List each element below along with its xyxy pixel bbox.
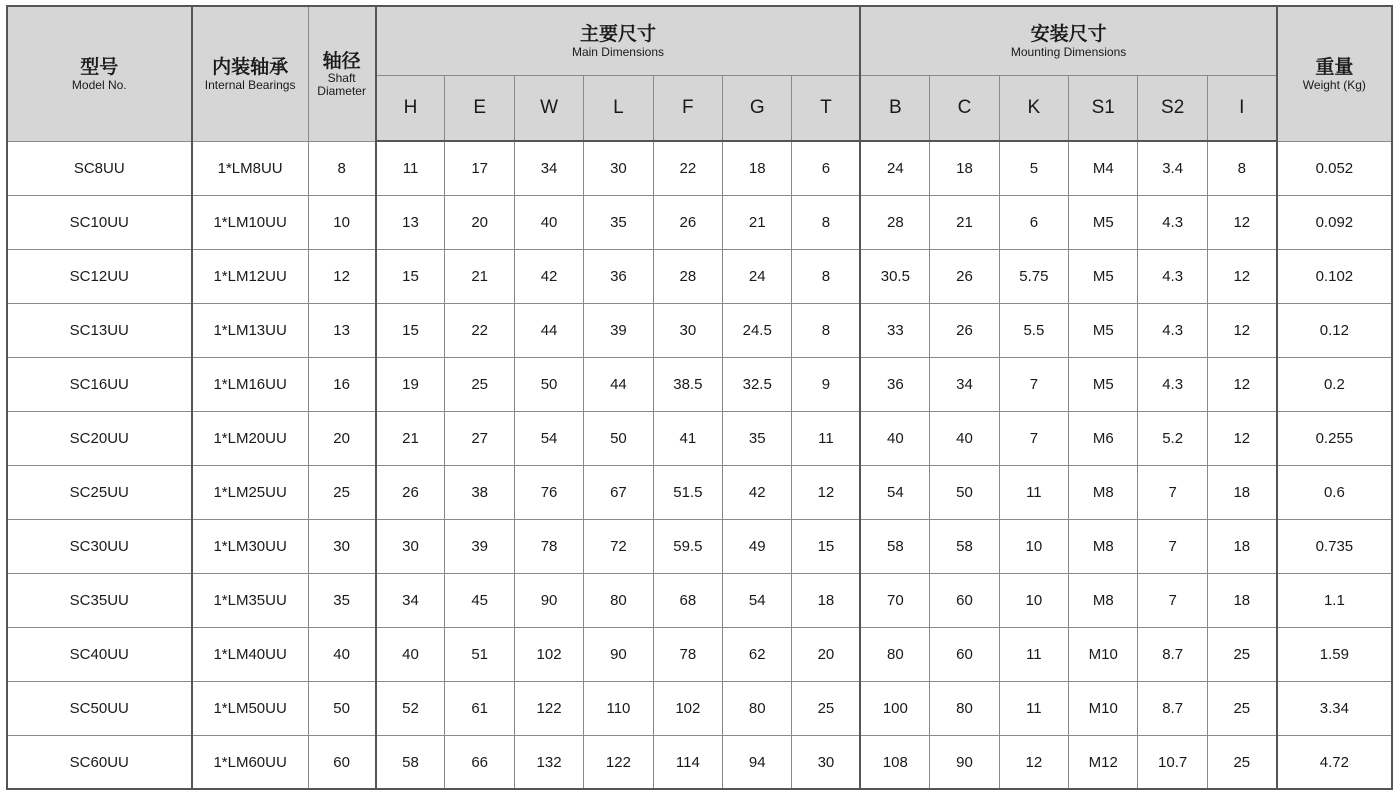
table-cell: 18 <box>1207 574 1276 628</box>
table-cell: 30.5 <box>860 250 929 304</box>
table-cell: 26 <box>376 466 445 520</box>
table-cell: 7 <box>999 358 1068 412</box>
table-row <box>8 682 1392 736</box>
model-cell: SC8UU <box>8 141 192 196</box>
table-cell: 25 <box>308 466 375 520</box>
table-cell: 17 <box>445 141 514 196</box>
table-row <box>8 141 1392 196</box>
table-cell: 30 <box>653 304 722 358</box>
subheader-k: K <box>999 76 1068 142</box>
table-cell: 9 <box>792 358 860 412</box>
table-cell: 102 <box>653 682 722 736</box>
table-cell: 13 <box>308 304 375 358</box>
table-cell: 90 <box>930 736 999 789</box>
table-cell: 102 <box>514 628 583 682</box>
table-cell: 61 <box>445 682 514 736</box>
subheader-i: I <box>1207 76 1276 142</box>
table-cell: 12 <box>308 250 375 304</box>
table-cell: 27 <box>445 412 514 466</box>
table-cell: 51 <box>445 628 514 682</box>
table-cell: 8 <box>792 196 860 250</box>
table-cell: 40 <box>308 628 375 682</box>
table-cell: 18 <box>1207 520 1276 574</box>
header-bearing <box>192 7 309 142</box>
table-cell: 7 <box>1138 574 1207 628</box>
table-cell: 49 <box>723 520 792 574</box>
subheader-h: H <box>376 76 445 142</box>
header-weight-en: Weight (Kg) <box>1302 77 1366 92</box>
table-cell: 40 <box>930 412 999 466</box>
model-cell: SC40UU <box>8 628 192 682</box>
table-cell: 0.2 <box>1277 358 1392 412</box>
model-cell: SC10UU <box>8 196 192 250</box>
header-mounting-dimensions <box>860 7 1276 76</box>
table-cell: 80 <box>723 682 792 736</box>
table-cell: 76 <box>514 466 583 520</box>
table-cell: 34 <box>376 574 445 628</box>
table-cell: M10 <box>1069 628 1138 682</box>
table-cell: 60 <box>930 628 999 682</box>
table-cell: 72 <box>584 520 653 574</box>
table-cell: 3.4 <box>1138 141 1207 196</box>
subheader-g: G <box>723 76 792 142</box>
table-cell: 7 <box>1138 520 1207 574</box>
table-cell: 25 <box>445 358 514 412</box>
table-cell: M5 <box>1069 358 1138 412</box>
table-cell: 12 <box>792 466 860 520</box>
table-cell: 10.7 <box>1138 736 1207 789</box>
table-cell: 16 <box>308 358 375 412</box>
subheader-b: B <box>860 76 929 142</box>
table-cell: 26 <box>930 250 999 304</box>
table-cell: 78 <box>514 520 583 574</box>
table-cell: 1*LM25UU <box>192 466 309 520</box>
table-cell: 18 <box>792 574 860 628</box>
table-cell: 22 <box>653 141 722 196</box>
table-row <box>8 736 1392 789</box>
table-cell: 15 <box>376 304 445 358</box>
table-cell: 15 <box>792 520 860 574</box>
subheader-t: T <box>792 76 860 142</box>
table-cell: 25 <box>792 682 860 736</box>
table-cell: 40 <box>514 196 583 250</box>
table-cell: M8 <box>1069 466 1138 520</box>
table-cell: 21 <box>445 250 514 304</box>
table-body <box>8 141 1392 789</box>
table-cell: 8.7 <box>1138 682 1207 736</box>
table-cell: 94 <box>723 736 792 789</box>
table-cell: 10 <box>999 574 1068 628</box>
table-cell: 8 <box>792 250 860 304</box>
table-cell: M8 <box>1069 574 1138 628</box>
table-cell: 45 <box>445 574 514 628</box>
table-cell: M5 <box>1069 304 1138 358</box>
table-cell: 68 <box>653 574 722 628</box>
table-cell: 30 <box>376 520 445 574</box>
table-cell: 21 <box>930 196 999 250</box>
table-cell: 15 <box>376 250 445 304</box>
table-cell: 19 <box>376 358 445 412</box>
header-model-en: Model No. <box>71 77 127 92</box>
table-cell: 35 <box>308 574 375 628</box>
table-cell: 1.59 <box>1277 628 1392 682</box>
table-cell: 8.7 <box>1138 628 1207 682</box>
table-cell: 122 <box>584 736 653 789</box>
table-cell: 12 <box>1207 358 1276 412</box>
table-cell: 80 <box>860 628 929 682</box>
table-cell: 54 <box>860 466 929 520</box>
table-cell: M5 <box>1069 196 1138 250</box>
model-cell: SC25UU <box>8 466 192 520</box>
table-cell: 5 <box>999 141 1068 196</box>
table-cell: 39 <box>584 304 653 358</box>
table-cell: 11 <box>999 682 1068 736</box>
header-weight <box>1277 7 1392 142</box>
table-cell: 78 <box>653 628 722 682</box>
header-shaft-en1: Shaft <box>327 70 356 85</box>
table-cell: 26 <box>930 304 999 358</box>
table-cell: 10 <box>999 520 1068 574</box>
table-cell: 108 <box>860 736 929 789</box>
table-cell: 4.3 <box>1138 196 1207 250</box>
table-cell: 7 <box>999 412 1068 466</box>
table-cell: 25 <box>1207 736 1276 789</box>
table-cell: 51.5 <box>653 466 722 520</box>
table-cell: 5.5 <box>999 304 1068 358</box>
table-header <box>8 7 1392 142</box>
header-weight-cn: 重量 <box>1315 55 1354 78</box>
table-row <box>8 628 1392 682</box>
table-cell: 5.2 <box>1138 412 1207 466</box>
table-cell: 18 <box>723 141 792 196</box>
table-cell: 110 <box>584 682 653 736</box>
table-cell: 8 <box>792 304 860 358</box>
table-cell: 6 <box>792 141 860 196</box>
table-cell: 11 <box>999 466 1068 520</box>
header-main-dimensions <box>376 7 861 76</box>
table-cell: 4.3 <box>1138 304 1207 358</box>
table-cell: 20 <box>445 196 514 250</box>
table-cell: 100 <box>860 682 929 736</box>
table-cell: 58 <box>860 520 929 574</box>
table-cell: 1*LM60UU <box>192 736 309 789</box>
table-cell: 66 <box>445 736 514 789</box>
table-cell: 1*LM35UU <box>192 574 309 628</box>
table-cell: 4.72 <box>1277 736 1392 789</box>
table-cell: 90 <box>584 628 653 682</box>
table-cell: 30 <box>584 141 653 196</box>
subheader-e: E <box>445 76 514 142</box>
model-cell: SC12UU <box>8 250 192 304</box>
table-cell: 1*LM20UU <box>192 412 309 466</box>
table-cell: 11 <box>999 628 1068 682</box>
table-cell: M4 <box>1069 141 1138 196</box>
header-shaft-en2: Diameter <box>317 83 366 98</box>
table-row <box>8 250 1392 304</box>
table-cell: 10 <box>308 196 375 250</box>
header-mounting-cn: 安装尺寸 <box>1030 23 1107 45</box>
table-cell: 34 <box>514 141 583 196</box>
table-cell: 12 <box>1207 250 1276 304</box>
table-cell: 30 <box>792 736 860 789</box>
model-cell: SC60UU <box>8 736 192 789</box>
table-cell: 60 <box>308 736 375 789</box>
table-cell: 40 <box>376 628 445 682</box>
table-cell: 12 <box>999 736 1068 789</box>
header-main-en: Main Dimensions <box>571 45 664 59</box>
table-cell: 39 <box>445 520 514 574</box>
table-cell: 70 <box>860 574 929 628</box>
table-cell: 20 <box>308 412 375 466</box>
header-bearing-en: Internal Bearings <box>204 77 296 92</box>
table-cell: 12 <box>1207 304 1276 358</box>
table-cell: 4.3 <box>1138 250 1207 304</box>
table-cell: M6 <box>1069 412 1138 466</box>
table-cell: 80 <box>584 574 653 628</box>
table-cell: 32.5 <box>723 358 792 412</box>
table-cell: 90 <box>514 574 583 628</box>
table-cell: 18 <box>1207 466 1276 520</box>
table-cell: 38.5 <box>653 358 722 412</box>
table-cell: 11 <box>792 412 860 466</box>
table-cell: 0.052 <box>1277 141 1392 196</box>
table-row <box>8 412 1392 466</box>
table-cell: 4.3 <box>1138 358 1207 412</box>
table-cell: 24 <box>860 141 929 196</box>
table-cell: 1*LM13UU <box>192 304 309 358</box>
subheader-w: W <box>514 76 583 142</box>
table-cell: 62 <box>723 628 792 682</box>
table-cell: 0.12 <box>1277 304 1392 358</box>
table-cell: 26 <box>653 196 722 250</box>
table-cell: 24 <box>723 250 792 304</box>
table-cell: 22 <box>445 304 514 358</box>
table-row <box>8 574 1392 628</box>
table-cell: 0.735 <box>1277 520 1392 574</box>
table-row <box>8 520 1392 574</box>
table-cell: 35 <box>723 412 792 466</box>
table-cell: 0.255 <box>1277 412 1392 466</box>
table-cell: 38 <box>445 466 514 520</box>
header-main-cn: 主要尺寸 <box>579 23 656 45</box>
table-cell: 36 <box>860 358 929 412</box>
table-cell: 25 <box>1207 628 1276 682</box>
table-row <box>8 358 1392 412</box>
table-cell: 20 <box>792 628 860 682</box>
table-cell: 28 <box>653 250 722 304</box>
table-row <box>8 304 1392 358</box>
subheader-c: C <box>930 76 999 142</box>
subheader-s1: S1 <box>1069 76 1138 142</box>
table-cell: 50 <box>308 682 375 736</box>
table-cell: 50 <box>930 466 999 520</box>
table-cell: 50 <box>584 412 653 466</box>
table-cell: 13 <box>376 196 445 250</box>
table-cell: 54 <box>514 412 583 466</box>
table-cell: M5 <box>1069 250 1138 304</box>
table-cell: 25 <box>1207 682 1276 736</box>
table-cell: 59.5 <box>653 520 722 574</box>
table-cell: 6 <box>999 196 1068 250</box>
table-cell: 44 <box>584 358 653 412</box>
table-cell: 36 <box>584 250 653 304</box>
table-cell: 1*LM40UU <box>192 628 309 682</box>
header-mounting-en: Mounting Dimensions <box>1010 45 1127 59</box>
table-cell: 21 <box>376 412 445 466</box>
spec-table <box>7 6 1392 789</box>
model-cell: SC35UU <box>8 574 192 628</box>
table-cell: 42 <box>723 466 792 520</box>
table-cell: 12 <box>1207 412 1276 466</box>
table-cell: 40 <box>860 412 929 466</box>
table-cell: 0.6 <box>1277 466 1392 520</box>
table-cell: 33 <box>860 304 929 358</box>
subheader-s2: S2 <box>1138 76 1207 142</box>
table-cell: 42 <box>514 250 583 304</box>
header-bearing-cn: 内装轴承 <box>212 55 289 78</box>
table-cell: 44 <box>514 304 583 358</box>
table-cell: 34 <box>930 358 999 412</box>
table-cell: 1*LM8UU <box>192 141 309 196</box>
table-cell: 11 <box>376 141 445 196</box>
table-cell: 52 <box>376 682 445 736</box>
table-cell: 1*LM30UU <box>192 520 309 574</box>
table-cell: 0.092 <box>1277 196 1392 250</box>
table-cell: 1*LM16UU <box>192 358 309 412</box>
table-cell: 3.34 <box>1277 682 1392 736</box>
table-cell: 1.1 <box>1277 574 1392 628</box>
table-cell: 60 <box>930 574 999 628</box>
table-cell: 80 <box>930 682 999 736</box>
table-cell: 58 <box>376 736 445 789</box>
header-model-cn: 型号 <box>80 55 119 78</box>
table-cell: 54 <box>723 574 792 628</box>
table-cell: 5.75 <box>999 250 1068 304</box>
header-shaft <box>308 7 375 142</box>
table-cell: 50 <box>514 358 583 412</box>
model-cell: SC16UU <box>8 358 192 412</box>
table-cell: 24.5 <box>723 304 792 358</box>
header-model <box>8 7 192 142</box>
subheader-l: L <box>584 76 653 142</box>
table-cell: 8 <box>308 141 375 196</box>
table-cell: M8 <box>1069 520 1138 574</box>
subheader-f: F <box>653 76 722 142</box>
header-shaft-cn: 轴径 <box>322 49 361 72</box>
table-cell: 0.102 <box>1277 250 1392 304</box>
table-cell: M10 <box>1069 682 1138 736</box>
table-cell: 7 <box>1138 466 1207 520</box>
model-cell: SC13UU <box>8 304 192 358</box>
table-cell: 12 <box>1207 196 1276 250</box>
table-cell: 8 <box>1207 141 1276 196</box>
table-cell: 58 <box>930 520 999 574</box>
table-cell: 28 <box>860 196 929 250</box>
table-cell: 67 <box>584 466 653 520</box>
table-row <box>8 466 1392 520</box>
model-cell: SC50UU <box>8 682 192 736</box>
table-cell: 122 <box>514 682 583 736</box>
table-cell: 1*LM12UU <box>192 250 309 304</box>
model-cell: SC30UU <box>8 520 192 574</box>
table-row <box>8 196 1392 250</box>
table-cell: 1*LM50UU <box>192 682 309 736</box>
table-cell: 18 <box>930 141 999 196</box>
table-cell: M12 <box>1069 736 1138 789</box>
table-cell: 35 <box>584 196 653 250</box>
table-cell: 30 <box>308 520 375 574</box>
table-cell: 1*LM10UU <box>192 196 309 250</box>
table-cell: 41 <box>653 412 722 466</box>
table-cell: 114 <box>653 736 722 789</box>
table-cell: 21 <box>723 196 792 250</box>
table-cell: 132 <box>514 736 583 789</box>
model-cell: SC20UU <box>8 412 192 466</box>
